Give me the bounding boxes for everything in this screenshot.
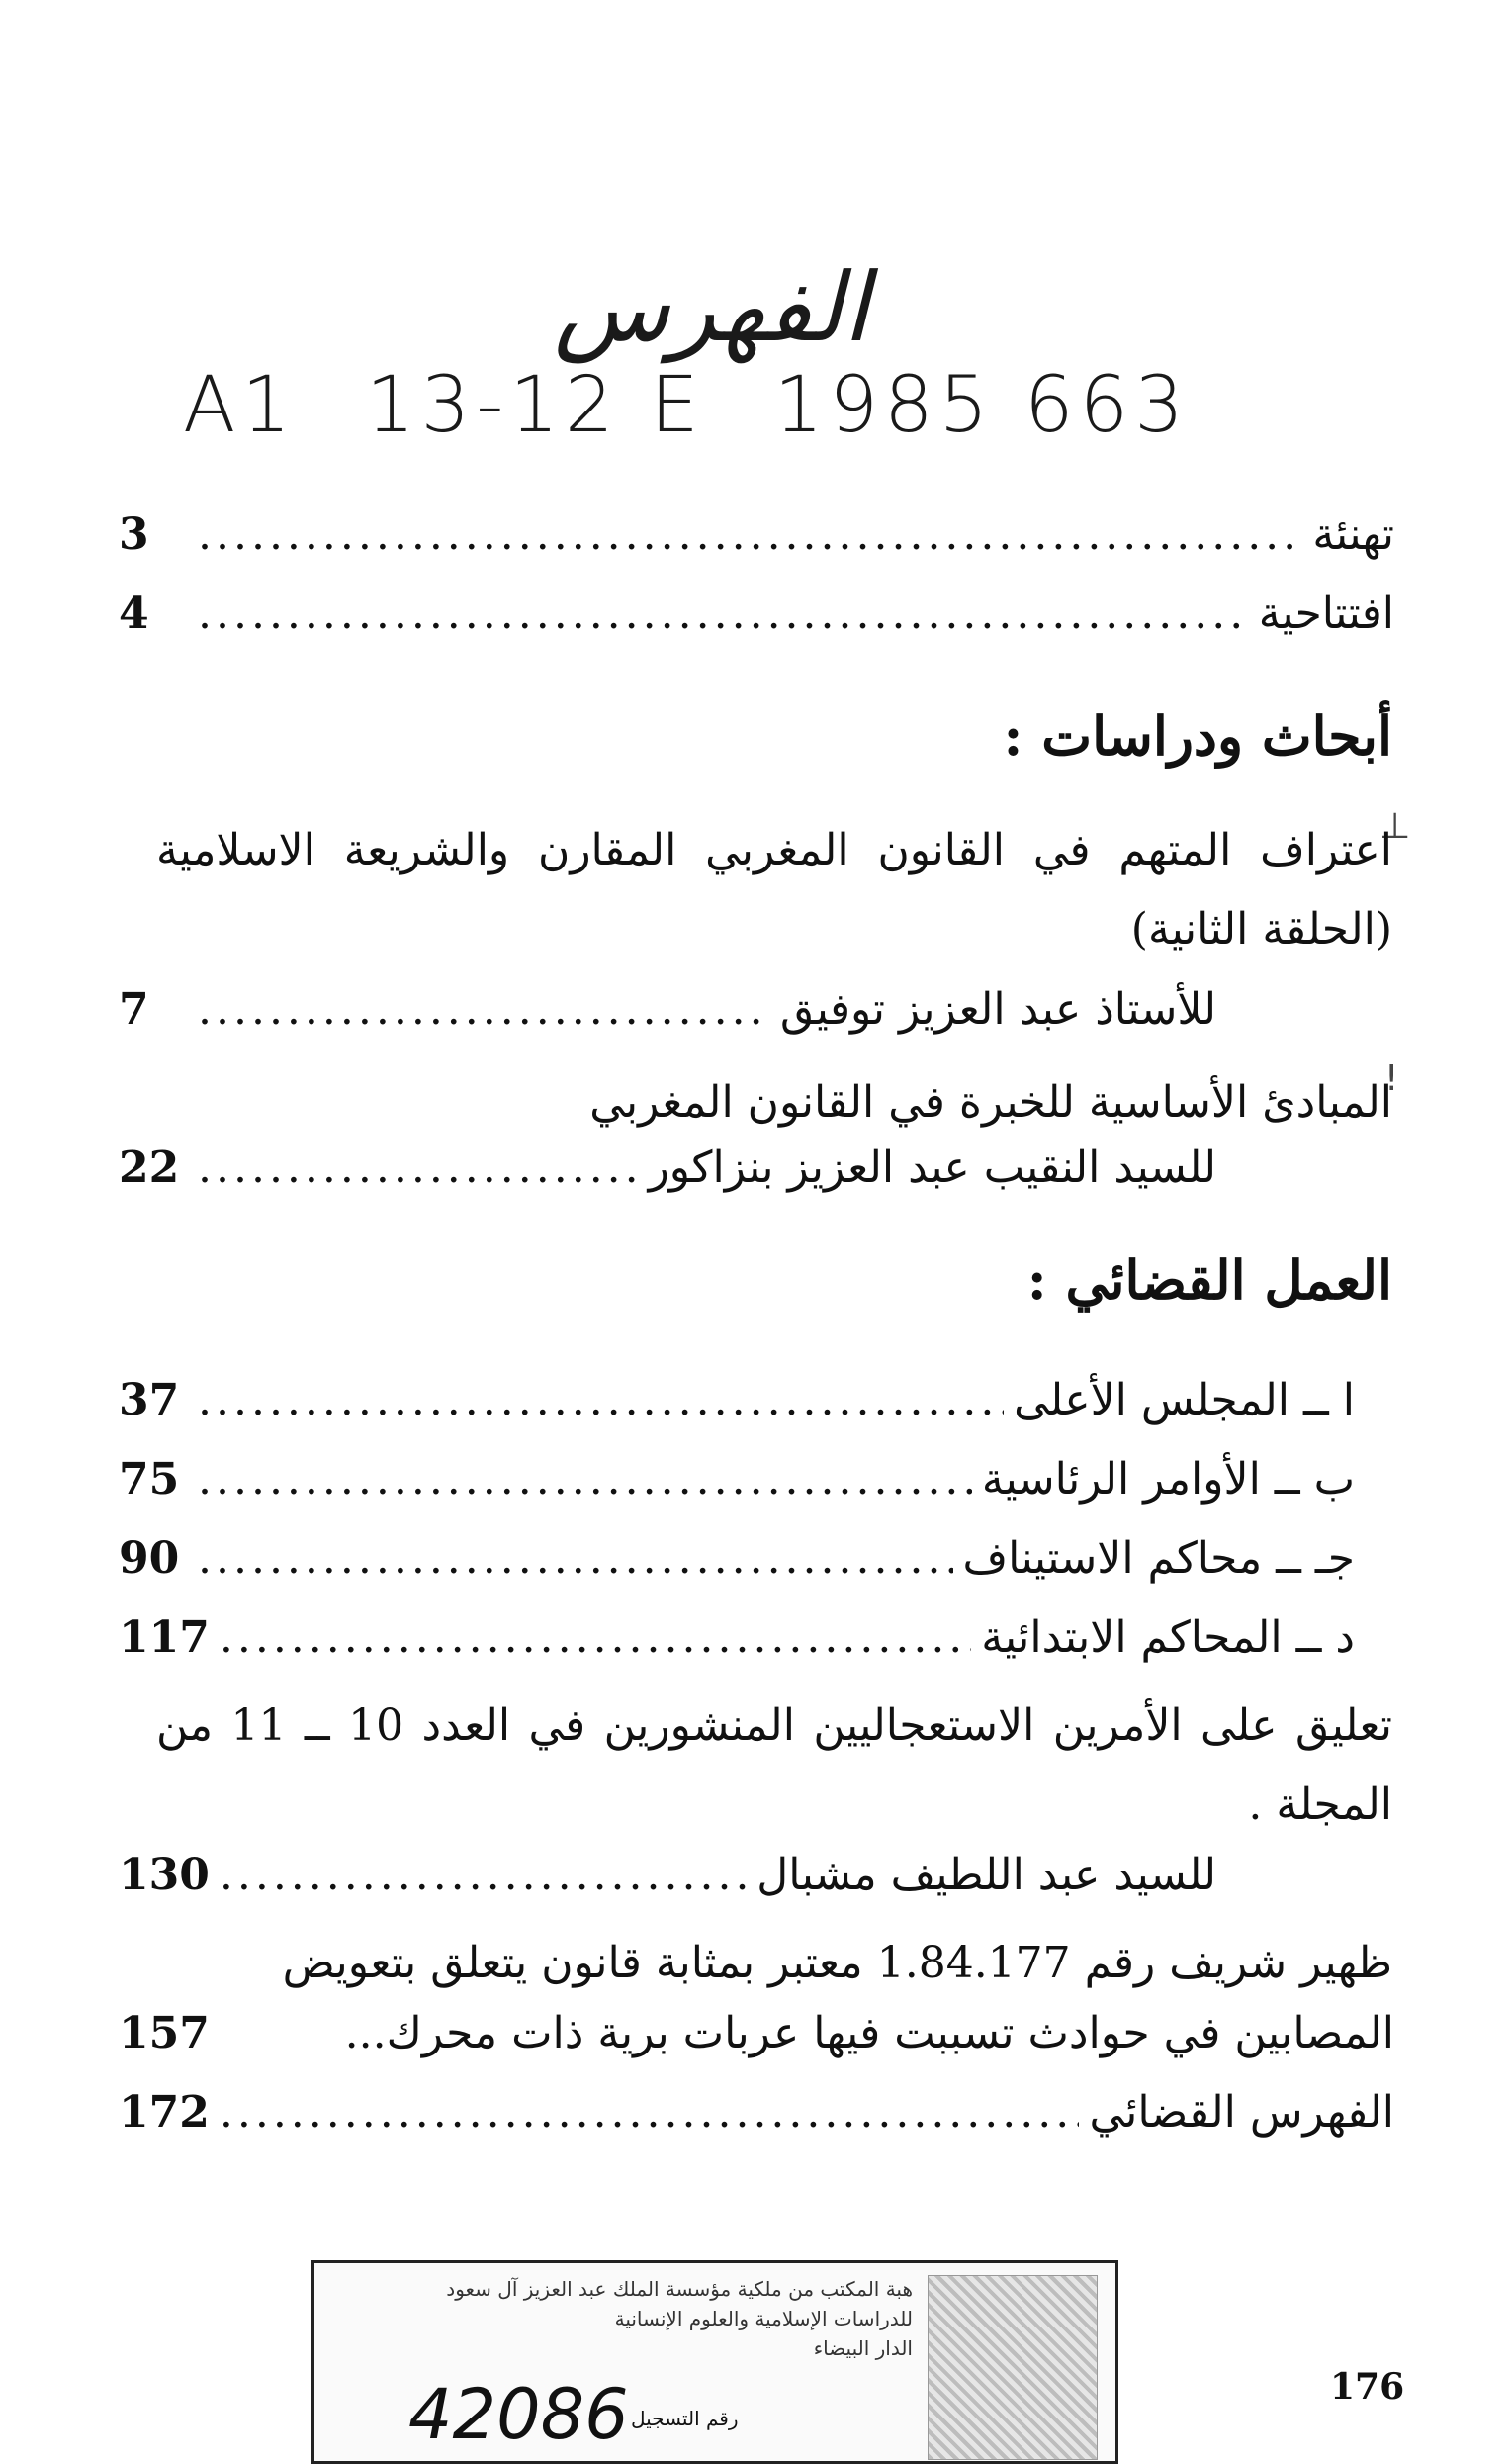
toc-page: 157 <box>119 2008 210 2058</box>
leader-dots <box>198 509 1302 560</box>
toc-page: 37 <box>119 1375 180 1425</box>
toc-label: جـ ــ محاكم الاستيناف <box>962 1533 1355 1584</box>
toc-label: د ــ المحاكم الابتدائية <box>981 1612 1355 1663</box>
toc-page: 130 <box>119 1850 210 1900</box>
toc-author: للسيد عبد اللطيف مشبال <box>756 1850 1216 1900</box>
toc-entry <box>119 1533 1394 1584</box>
margin-mark: ! <box>1384 1058 1399 1099</box>
handwritten-title: الفهرس <box>554 252 869 363</box>
section-heading: أبحاث ودراسات : <box>1003 704 1392 768</box>
leader-dots <box>198 1454 972 1505</box>
leader-dots <box>220 1612 971 1663</box>
leader-dots <box>198 1533 953 1584</box>
toc-label: الفهرس القضائي <box>1089 2087 1394 2138</box>
stamp-text: الدار البيضاء <box>813 2336 913 2360</box>
leader-dots <box>220 2087 1080 2138</box>
toc-entry <box>119 1375 1394 1425</box>
stamp-text: للدراسات الإسلامية والعلوم الإنسانية <box>614 2307 913 2330</box>
code-part: A1 <box>183 361 297 450</box>
toc-entry <box>119 2087 1394 2138</box>
leader-dots <box>198 1375 1004 1425</box>
page-number: 176 <box>1330 2366 1405 2408</box>
toc-author: للسيد النقيب عبد العزيز بنزاكور <box>648 1142 1216 1193</box>
toc-page: 90 <box>119 1533 180 1584</box>
toc-entry <box>119 2008 1394 2058</box>
leader-dots <box>198 1142 639 1193</box>
stamp-photo <box>928 2275 1098 2460</box>
toc-page: 4 <box>119 589 149 639</box>
toc-entry <box>119 1454 1394 1505</box>
toc-entry <box>119 1850 1394 1900</box>
article-title: المبادئ الأساسية للخبرة في القانون المغربي <box>589 1077 1392 1128</box>
toc-label: افتتاحية <box>1258 589 1394 639</box>
toc-entry <box>119 984 1394 1035</box>
toc-page: 172 <box>119 2087 210 2138</box>
toc-label: تهنئة <box>1312 509 1394 560</box>
stamp-reg-label: رقم التسجيل <box>631 2407 739 2430</box>
toc-entry <box>119 1612 1394 1663</box>
toc-entry <box>119 1142 1394 1193</box>
toc-page: 75 <box>119 1454 180 1505</box>
article-title: اعتراف المتهم في القانون المغربي المقارن والشريعة الاسلامية (الحلقة الثانية) <box>156 825 1392 955</box>
leader-dots <box>198 589 1249 639</box>
handwritten-code <box>183 361 1190 450</box>
code-part: 1985 663 <box>773 361 1190 450</box>
toc-page: 3 <box>119 509 149 560</box>
toc-entry <box>119 509 1394 560</box>
toc-page: 7 <box>119 984 149 1035</box>
margin-mark: ⊥ <box>1379 806 1411 847</box>
toc-page: 22 <box>119 1142 180 1193</box>
stamp-text: هبة المكتب من ملكية مؤسسة الملك عبد العزيز آل سعود <box>446 2277 913 2301</box>
leader-dots <box>198 984 770 1035</box>
stamp-number: 42086 <box>408 2374 629 2455</box>
toc-label: ا ــ المجلس الأعلى <box>1014 1375 1355 1425</box>
comment-title: تعليق على الأمرين الاستعجاليين المنشورين في العدد 10 ــ 11 من المجلة . <box>156 1700 1392 1830</box>
dahir-title: ظهير شريف رقم 1.84.177 معتبر بمثابة قانون يتعلق بتعويض <box>282 1938 1392 1988</box>
toc-page: 117 <box>119 1612 210 1663</box>
toc-author: للأستاذ عبد العزيز توفيق <box>779 984 1216 1035</box>
library-stamp <box>311 2260 1118 2464</box>
toc-label: ب ــ الأوامر الرئاسية <box>981 1454 1355 1505</box>
toc-entry <box>119 589 1394 639</box>
code-part: 13-12 E <box>365 361 705 450</box>
section-heading: العمل القضائي : <box>1026 1248 1392 1312</box>
leader-dots <box>220 1850 747 1900</box>
toc-label: المصابين في حوادث تسببت فيها عربات برية ذات محرك... <box>344 2008 1394 2058</box>
